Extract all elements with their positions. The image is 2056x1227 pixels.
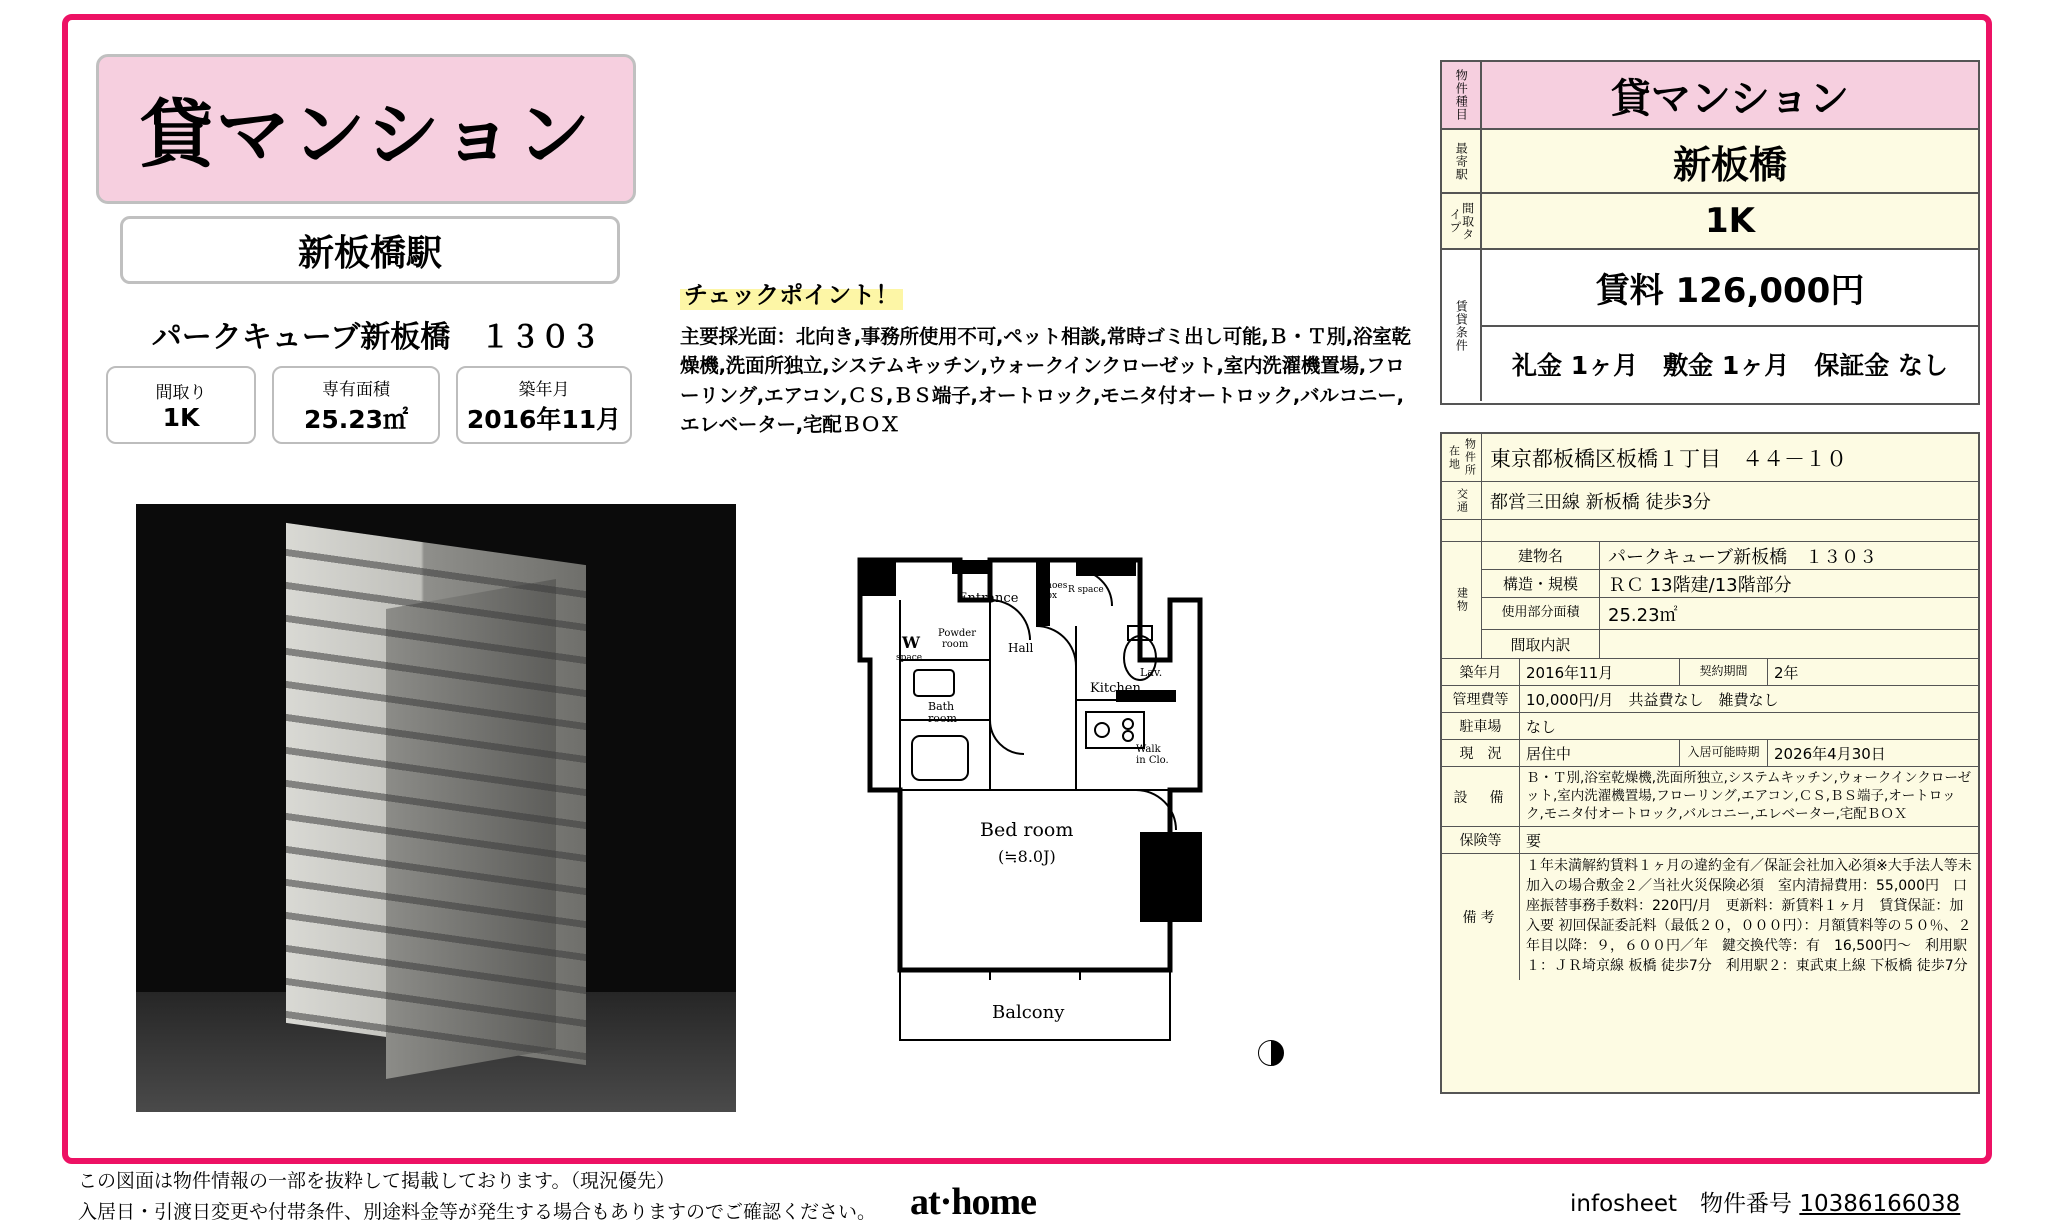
detail-row-equipment: [1442, 767, 1978, 827]
detail-row-parking: [1442, 713, 1978, 740]
detail-built-key: 築年月: [1442, 659, 1520, 685]
detail-movein-value: 2026年4月30日: [1774, 744, 1886, 763]
summary-row-type: [1442, 62, 1978, 130]
summary-row-rent-label: 賃貸条件: [1442, 250, 1482, 401]
station-name: 新板橋駅: [297, 232, 442, 274]
svg-text:in Clo.: in Clo.: [1136, 755, 1169, 766]
floorplan-label-powder: Powder: [938, 628, 977, 639]
detail-equipment-key: 設 備: [1442, 767, 1520, 826]
spec-chip-built-key: 築年月: [518, 379, 570, 400]
detail-area-value: 25.23㎡: [1608, 604, 1678, 626]
property-type-text: 貸マンション: [139, 92, 593, 178]
floorplan-label-wic: Walk: [1136, 744, 1161, 755]
detail-row-built-contract: [1442, 659, 1978, 686]
detail-access-value-2: [1482, 520, 1978, 541]
detail-building-block: [1442, 542, 1978, 659]
floorplan-label-bedroom-size: (≒8.0J): [998, 847, 1056, 866]
detail-row-access: [1442, 482, 1978, 520]
spec-chip-area: [272, 366, 440, 444]
rent-value: 賃料 126,000円: [1482, 250, 1978, 327]
detail-row-remarks: [1442, 854, 1978, 979]
detail-address-label: 物件所在地: [1442, 434, 1482, 481]
detail-contract-key: 契約期間: [1680, 659, 1768, 685]
svg-text:room: room: [942, 639, 969, 650]
property-type-title: [96, 54, 636, 204]
detail-table: [1440, 432, 1980, 1094]
detail-structure-row: [1482, 570, 1978, 598]
detail-parking-key: 駐車場: [1442, 713, 1520, 739]
summary-row-layout-label: 間取タイプ: [1442, 194, 1482, 248]
detail-address-value: 東京都板橋区板橋１丁目 ４４－１０: [1490, 446, 1847, 471]
detail-insurance-key: 保険等: [1442, 827, 1520, 853]
floorplan-label-balcony: Balcony: [992, 1002, 1065, 1023]
floorplan-label-rspace: R space: [1068, 585, 1104, 595]
footer-note-line2: 入居日・引渡日変更や付帯条件、別途料金等が発生する場合もありますのでご確認ください。: [78, 1201, 877, 1223]
detail-management-key: 管理費等: [1442, 686, 1520, 712]
summary-row-station: [1442, 130, 1978, 194]
detail-row-insurance: [1442, 827, 1978, 854]
property-number: 10386166038: [1799, 1191, 1961, 1217]
floorplan-label-mb: MB: [866, 577, 889, 592]
floorplan-label-bath: Bath: [928, 700, 955, 713]
checkpoint-body: 主要採光面：北向き,事務所使用不可,ペット相談,常時ゴミ出し可能,Ｂ・Ｔ別,浴室乾燥機,洗面所独立,システムキッチン,ウォークインクローゼット,室内洗濯機置場,フローリング,エアコン,ＣＳ,ＢＳ端子,オートロック,モニタ付オートロック,バルコニー,エレベーター,宅配ＢＯＸ: [680, 325, 1411, 436]
floor-plan: [840, 540, 1360, 1100]
detail-access-label: 交通: [1442, 482, 1482, 519]
summary-row-type-label: 物件種目: [1442, 62, 1482, 128]
spec-chip-area-value: 25.23㎡: [303, 404, 409, 434]
athome-logo: at·home: [910, 1181, 1036, 1223]
detail-building-name-value: パークキューブ新板橋 １３０３: [1608, 546, 1878, 568]
building-photo: [136, 504, 736, 1112]
detail-status-key: 現 況: [1442, 740, 1520, 766]
detail-remarks-key: 備考: [1442, 854, 1520, 979]
detail-row-address: [1442, 434, 1978, 482]
detail-access-value: 都営三田線 新板橋 徒歩3分: [1490, 491, 1711, 513]
spec-chip-layout: [106, 366, 256, 444]
detail-status-value: 居住中: [1520, 740, 1680, 766]
floor-plan-drawing: [840, 540, 1360, 1100]
svg-text:room: room: [928, 712, 957, 725]
spec-chip-layout-key: 間取り: [155, 383, 207, 403]
compass-icon: [1258, 1040, 1284, 1066]
detail-layout-detail-row: [1482, 630, 1978, 658]
detail-contract-value: 2年: [1774, 663, 1799, 682]
detail-building-name-key: 建物名: [1482, 542, 1600, 569]
spec-chip-built: [456, 366, 632, 444]
photo-floor-lines: [286, 523, 586, 1065]
detail-layout-detail-value: [1600, 630, 1978, 658]
detail-parking-value: なし: [1526, 717, 1557, 736]
detail-movein-key: 入居可能時期: [1680, 740, 1768, 766]
detail-building-label: 建物: [1442, 542, 1482, 658]
detail-row-management: [1442, 686, 1978, 713]
detail-remarks-value: １年未満解約賃料１ヶ月の違約金有／保証会社加入必須※大手法人等未加入の場合敷金２／当社火災保険必須 室内清掃費用：55,000円 口座振替事務手数料：220円/月 更新料：新賃料１ヶ月 賃貸保証：加入要 初回保証委託料（最低２０，０００円）：月額賃料等の５０％、２年目以降：９，６００円／年 鍵交換代等：有 16,500円～ 利用駅１：ＪＲ埼京線 板橋 徒歩7分 利用駅２：東武東上線 下板橋 徒歩7分: [1526, 858, 1972, 974]
summary-panel: [1440, 60, 1980, 405]
rent-terms: 礼金 1ヶ月 敷金 1ヶ月 保証金 なし: [1512, 350, 1948, 380]
summary-row-station-value: 新板橋: [1672, 142, 1787, 187]
summary-row-layout-value: 1K: [1704, 201, 1755, 241]
detail-built-value: 2016年11月: [1520, 659, 1680, 685]
svg-text:Box: Box: [1040, 591, 1058, 601]
detail-management-value: 10,000円/月 共益費なし 雑費なし: [1526, 690, 1779, 709]
spec-chip-built-value: 2016年11月: [466, 404, 622, 434]
summary-row-type-value: 貸マンション: [1610, 75, 1850, 122]
detail-building-name-row: [1482, 542, 1978, 570]
summary-row-layout: [1442, 194, 1978, 250]
detail-layout-detail-key: 間取内訳: [1482, 630, 1600, 658]
detail-structure-value: ＲＣ 13階建/13階部分: [1608, 574, 1792, 596]
detail-equipment-value: Ｂ・Ｔ別,浴室乾燥機,洗面所独立,システムキッチン,ウォークインクローゼット,室内洗濯機置場,フローリング,エアコン,ＣＳ,ＢＳ端子,オートロック,モニタ付オートロック,バルコニー,エレベーター,宅配ＢＯＸ: [1526, 770, 1972, 822]
detail-row-access-2: [1442, 520, 1978, 542]
floorplan-label-kitchen: Kitchen: [1090, 681, 1141, 696]
detail-area-row: [1482, 598, 1978, 630]
building-name-heading: パークキューブ新板橋 １３０３: [151, 320, 601, 355]
footer-note-line1: この図面は物件情報の一部を抜粋して掲載しております。（現況優先）: [78, 1170, 675, 1192]
summary-row-rent: [1442, 250, 1978, 401]
floorplan-label-shoesbox: Shoes: [1040, 581, 1068, 591]
detail-access-label-2: [1442, 520, 1482, 541]
station-badge: [120, 216, 620, 284]
spec-chip-layout-value: 1K: [162, 403, 200, 432]
floorplan-label-entrance: Entrance: [958, 591, 1019, 606]
floorplan-label-w: W: [902, 633, 920, 652]
detail-area-key: 使用部分面積: [1482, 598, 1600, 629]
checkpoint-title: チェックポイント！: [680, 275, 903, 310]
detail-row-status-movein: [1442, 740, 1978, 767]
infosheet-line: [1570, 1185, 1960, 1218]
svg-text:space: space: [896, 653, 923, 663]
infosheet-label: infosheet 物件番号: [1570, 1191, 1793, 1217]
detail-structure-key: 構造・規模: [1482, 570, 1600, 597]
detail-insurance-value: 要: [1526, 831, 1542, 850]
spec-chip-area-key: 専有面積: [322, 379, 390, 400]
floorplan-label-bedroom: Bed room: [980, 819, 1074, 841]
floorplan-label-hall: Hall: [1008, 641, 1034, 655]
summary-row-station-label: 最寄駅: [1442, 130, 1482, 192]
spec-chip-row: [96, 366, 676, 444]
floorplan-label-lav: Lav.: [1140, 666, 1163, 679]
